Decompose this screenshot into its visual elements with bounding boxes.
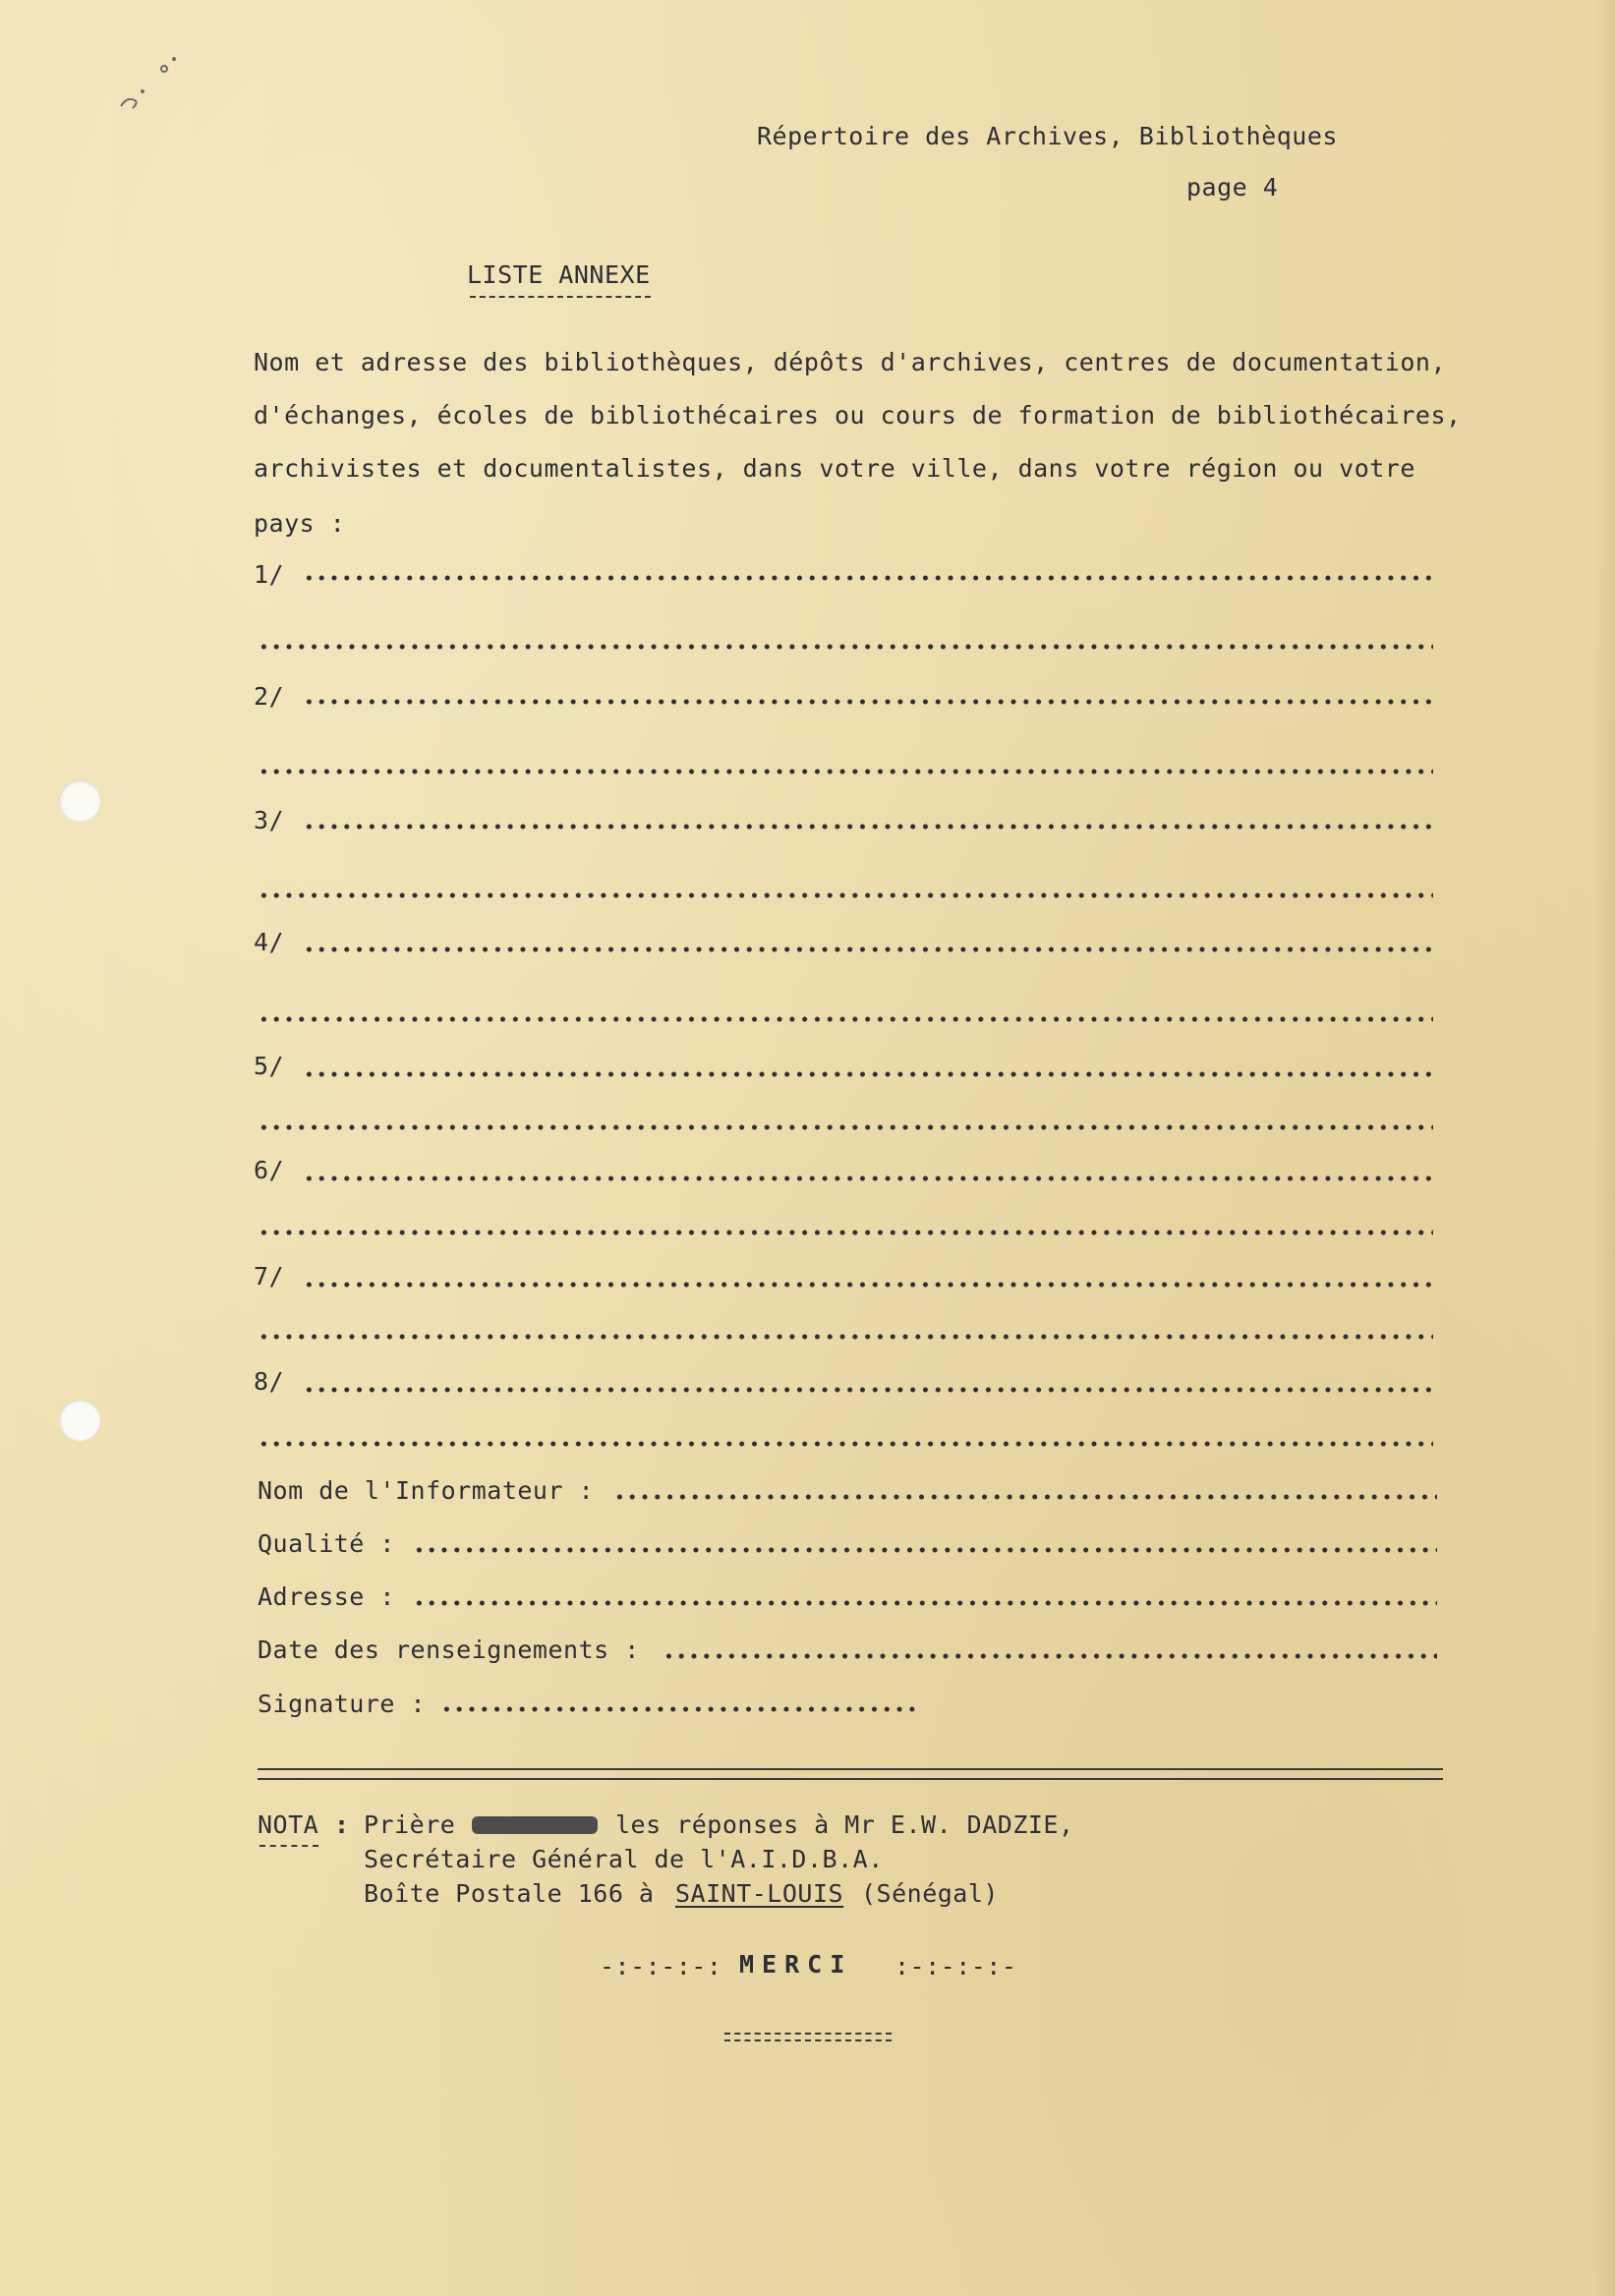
nota-line-1b: les réponses à Mr E.W. DADZIE,	[615, 1810, 1074, 1839]
entry-label-1: 1/	[254, 560, 285, 589]
intro-line-3: archivistes et documentalistes, dans votre ville, dans votre région ou votre	[254, 454, 1415, 483]
field-adresse-label: Adresse :	[258, 1582, 395, 1611]
field-signature-label: Signature :	[258, 1690, 427, 1718]
ink-smudge	[113, 47, 187, 116]
entry-8-line-2[interactable]	[258, 1441, 1433, 1447]
nota-strikeout	[472, 1816, 598, 1834]
entry-4-line-1[interactable]	[303, 947, 1433, 952]
punch-hole-top	[59, 780, 100, 822]
merci-right-ornament: :-:-:-:-	[894, 1952, 1017, 1980]
field-signature-line[interactable]	[440, 1706, 918, 1712]
nota-label: NOTA	[258, 1810, 319, 1839]
nota-colon: :	[334, 1810, 350, 1839]
nota-line-1a: Prière	[364, 1810, 456, 1839]
field-qualite-line[interactable]	[413, 1547, 1437, 1553]
field-informateur-label: Nom de l'Informateur :	[258, 1476, 595, 1505]
entry-label-4: 4/	[254, 928, 285, 956]
entry-4-line-2[interactable]	[258, 1016, 1433, 1022]
field-informateur-line[interactable]	[613, 1494, 1437, 1500]
intro-line-4: pays :	[254, 509, 346, 538]
title-underline	[470, 296, 651, 298]
intro-line-2: d'échanges, écoles de bibliothécaires ou cours de formation de bibliothécaires,	[254, 401, 1462, 430]
nota-underline	[260, 1845, 318, 1847]
entry-8-line-1[interactable]	[303, 1387, 1433, 1393]
entry-label-2: 2/	[254, 682, 285, 711]
entry-label-8: 8/	[254, 1367, 285, 1396]
entry-1-line-2[interactable]	[258, 644, 1433, 650]
header-page-number: page 4	[1186, 173, 1279, 201]
entry-3-line-2[interactable]	[258, 892, 1433, 898]
header-repertoire: Répertoire des Archives, Bibliothèques	[757, 122, 1338, 150]
entry-3-line-1[interactable]	[303, 824, 1433, 830]
field-adresse-line[interactable]	[413, 1600, 1437, 1606]
punch-hole-bottom	[59, 1400, 100, 1441]
page-edge-shadow	[1595, 0, 1615, 2296]
entry-6-line-1[interactable]	[303, 1176, 1433, 1181]
closing-separator	[724, 2033, 892, 2041]
entry-2-line-1[interactable]	[303, 699, 1433, 705]
intro-line-1: Nom et adresse des bibliothèques, dépôts d'archives, centres de documentation,	[254, 348, 1446, 376]
entry-7-line-1[interactable]	[303, 1282, 1433, 1288]
entry-5-line-2[interactable]	[258, 1124, 1433, 1130]
double-separator	[258, 1768, 1443, 1780]
nota-line-2: Secrétaire Général de l'A.I.D.B.A.	[364, 1845, 884, 1873]
merci-word: MERCI	[739, 1950, 853, 1979]
nota-line-3a: Boîte Postale 166 à	[364, 1879, 655, 1908]
field-date-line[interactable]	[663, 1653, 1437, 1659]
entry-1-line-1[interactable]	[303, 575, 1433, 581]
entry-5-line-1[interactable]	[303, 1071, 1433, 1077]
entry-label-5: 5/	[254, 1052, 285, 1080]
entry-label-7: 7/	[254, 1262, 285, 1291]
merci-left-ornament: -:-:-:-:	[600, 1952, 722, 1980]
page-title: LISTE ANNEXE	[467, 260, 651, 289]
entry-label-3: 3/	[254, 806, 285, 834]
nota-line-3b: (Sénégal)	[861, 1879, 999, 1908]
nota-city: SAINT-LOUIS	[675, 1879, 844, 1908]
entry-6-line-2[interactable]	[258, 1230, 1433, 1235]
field-date-label: Date des renseignements :	[258, 1636, 640, 1664]
entry-7-line-2[interactable]	[258, 1334, 1433, 1340]
entry-2-line-2[interactable]	[258, 769, 1433, 775]
entry-label-6: 6/	[254, 1156, 285, 1184]
field-qualite-label: Qualité :	[258, 1529, 395, 1558]
